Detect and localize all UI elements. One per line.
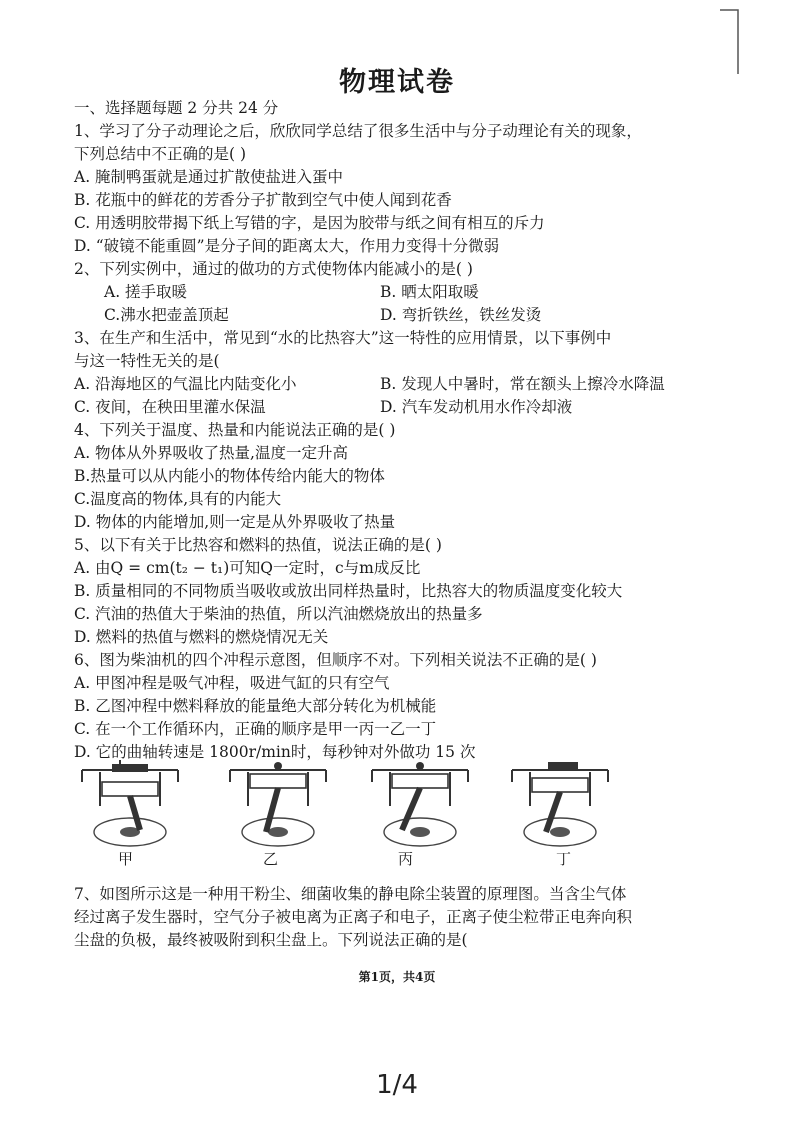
figure-label-yi: 乙 [263,850,279,868]
engine-diagram-ding [512,762,608,846]
q7-line-3: 尘盘的负极，最终被吸附到积尘盘上。下列说法正确的是( [74,931,468,949]
q4-option-b: B.热量可以从内能小的物体传给内能大的物体 [74,467,385,485]
q5-option-a: A. 由Q = cm(t₂ − t₁)可知Q一定时，c与m成反比 [74,559,421,577]
page-indicator: 1/4 [376,1070,418,1100]
engine-diagram-jia [82,760,178,846]
q5-option-c: C. 汽油的热值大于柴油的热值，所以汽油燃烧放出的热量多 [74,605,483,623]
q3-option-d: D. 汽车发动机用水作冷却液 [380,398,573,416]
engine-diagram-yi [230,762,326,846]
q1-stem-2: 下列总结中不正确的是( ) [74,145,247,163]
engine-diagrams [78,760,718,852]
q3-stem-2: 与这一特性无关的是( [74,352,220,370]
q6-option-b: B. 乙图冲程中燃料释放的能量绝大部分转化为机械能 [74,697,437,715]
q4-option-a: A. 物体从外界吸收了热量,温度一定升高 [74,444,348,462]
q6-option-d: D. 它的曲轴转速是 1800r/min时，每秒钟对外做功 15 次 [74,743,476,761]
q3-option-c: C. 夜间，在秧田里灌水保温 [74,398,266,416]
q1-option-a: A. 腌制鸭蛋就是通过扩散使盐进入蛋中 [74,168,344,186]
q2-option-b: B. 晒太阳取暖 [380,283,479,301]
figure-label-ding: 丁 [556,850,572,868]
q7-line-1: 7、如图所示这是一种用干粉尘、细菌收集的静电除尘装置的原理图。当含尘气体 [74,885,627,903]
q1-option-c: C. 用透明胶带揭下纸上写错的字，是因为胶带与纸之间有相互的斥力 [74,214,545,232]
figure-label-jia: 甲 [118,850,134,868]
engine-diagram-bing [372,762,468,846]
q3-option-a: A. 沿海地区的气温比内陆变化小 [74,375,297,393]
q1-option-d: D. “破镜不能重圆”是分子间的距离太大，作用力变得十分微弱 [74,237,500,255]
q4-option-c: C.温度高的物体,具有的内能大 [74,490,282,508]
q7-line-2: 经过离子发生器时，空气分子被电离为正离子和电子，正离子使尘粒带正电奔向积 [74,908,633,926]
q1-stem-1: 1、学习了分子动理论之后，欣欣同学总结了很多生活中与分子动理论有关的现象， [74,122,642,140]
q2-option-a: A. 搓手取暖 [104,283,188,301]
q6-option-a: A. 甲图冲程是吸气冲程，吸进气缸的只有空气 [74,674,390,692]
q6-option-c: C. 在一个工作循环内，正确的顺序是甲一丙一乙一丁 [74,720,437,738]
q5-stem: 5、以下有关于比热容和燃料的热值，说法正确的是( ) [74,536,442,554]
q1-option-b: B. 花瓶中的鲜花的芳香分子扩散到空气中使人闻到花香 [74,191,452,209]
q3-option-b: B. 发现人中暑时，常在额头上擦冷水降温 [380,375,665,393]
q5-option-b: B. 质量相同的不同物质当吸收或放出同样热量时，比热容大的物质温度变化较大 [74,582,623,600]
page-title: 物理试卷 [339,67,455,98]
q2-option-d: D. 弯折铁丝，铁丝发烫 [380,306,542,324]
figure-label-bing: 丙 [398,850,414,868]
section-heading: 一、选择题每题 2 分共 24 分 [74,99,279,117]
q4-option-d: D. 物体的内能增加,则一定是从外界吸收了热量 [74,513,396,531]
q4-stem: 4、下列关于温度、热量和内能说法正确的是( ) [74,421,396,439]
page-footer: 第1页，共4页 [358,970,436,984]
q5-option-d: D. 燃料的热值与燃料的燃烧情况无关 [74,628,329,646]
q6-stem: 6、图为柴油机的四个冲程示意图，但顺序不对。下列相关说法不正确的是( ) [74,651,597,669]
q3-stem-1: 3、在生产和生活中，常见到“水的比热容大”这一特性的应用情景，以下事例中 [74,329,612,347]
q2-stem: 2、下列实例中，通过的做功的方式使物体内能减小的是( ) [74,260,473,278]
q2-option-c: C.沸水把壶盖顶起 [104,306,229,324]
